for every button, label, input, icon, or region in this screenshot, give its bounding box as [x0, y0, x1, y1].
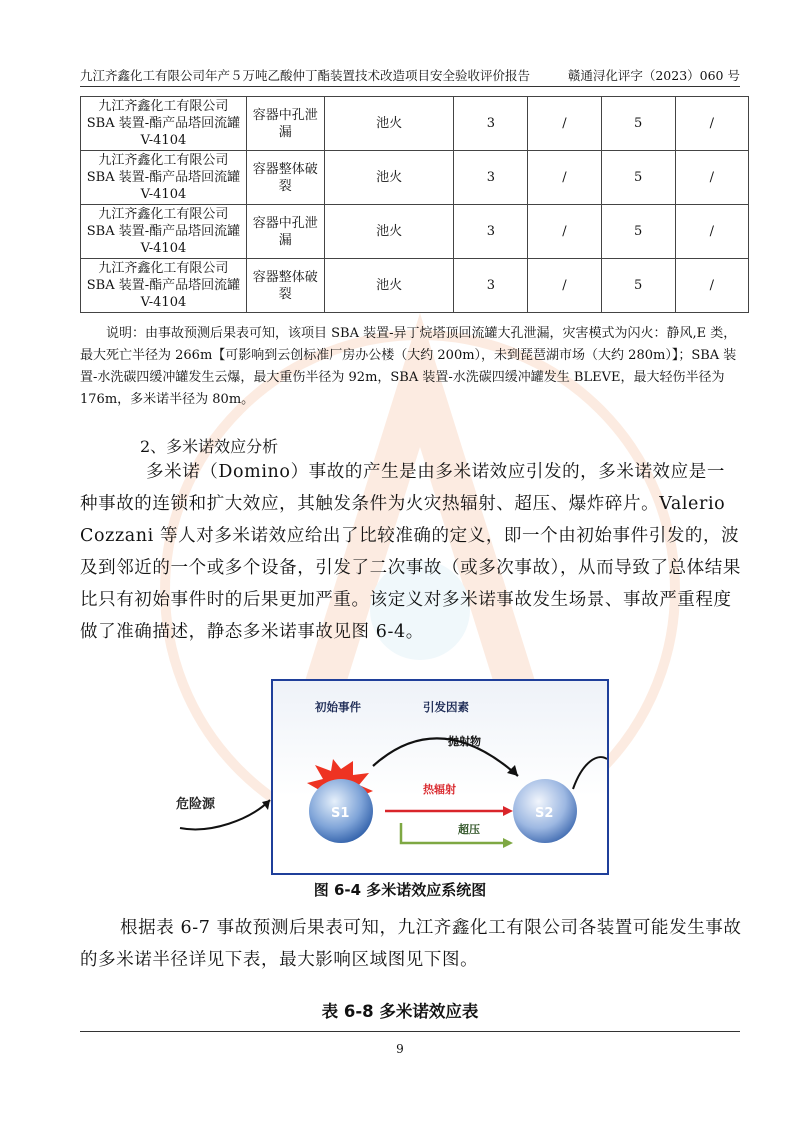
- s1-label: S1: [331, 806, 350, 821]
- cell-fire-type: [324, 151, 454, 205]
- cell-value-c: [601, 97, 675, 151]
- accident-table: [80, 96, 749, 313]
- continuation-arrow: [573, 757, 607, 789]
- table-note: 说明：由事故预测后果表可知，该项目 SBA 装置-异丁烷塔顶回流罐大孔泄漏，灾害模式为闪火：静风,E 类，最大死亡半径为 266m【可影响到云创标准厂房办公楼（大约 200m），未到琵琶湖市场（大约 280m）】；SBA 装置-水洗碳四缓冲罐发生云爆，最大重伤半径为 92m，SBA 装置-水洗碳四缓冲罐发生 BLEVE，最大轻伤半径为 176m，多米诺半径为 80m。: [80, 326, 737, 407]
- label-projectile: 抛射物: [448, 735, 481, 748]
- cell-fire-type-line: 池火: [376, 278, 403, 293]
- hazard-source-arrow: [170, 740, 280, 860]
- cell-source-line: V-4104: [140, 295, 187, 310]
- cell-value-b-line: /: [562, 224, 567, 239]
- hazard-source-label: 危险源: [176, 797, 216, 812]
- cell-value-a: [454, 97, 528, 151]
- paragraph-domino-radius: 根据表 6-7 事故预测后果表可知，九江齐鑫化工有限公司各装置可能发生事故的多米诺半径详见下表，最大影响区域图见下图。: [80, 918, 742, 970]
- cell-value-a: [454, 205, 528, 259]
- cell-source: [81, 97, 247, 151]
- cell-source-line: SBA 装置-酯产品塔回流罐: [86, 170, 241, 185]
- cell-source-line: 九江齐鑫化工有限公司: [98, 261, 229, 276]
- cell-mode: [246, 205, 324, 259]
- cell-source-line: SBA 装置-酯产品塔回流罐: [86, 224, 241, 239]
- cell-mode: [246, 259, 324, 313]
- cell-value-a: [454, 259, 528, 313]
- cell-value-a: [454, 151, 528, 205]
- cell-source-line: SBA 装置-酯产品塔回流罐: [86, 116, 241, 131]
- header-divider: [80, 86, 740, 87]
- cell-source: [81, 259, 247, 313]
- cell-value-b-line: /: [562, 278, 567, 293]
- cell-value-b-line: /: [562, 116, 567, 131]
- header-title: 九江齐鑫化工有限公司年产５万吨乙酸仲丁酯装置技术改造项目安全验收评价报告: [80, 68, 531, 83]
- cell-source-line: 九江齐鑫化工有限公司: [98, 207, 229, 222]
- label-initial-event: 初始事件: [315, 700, 361, 714]
- cell-value-c: [601, 151, 675, 205]
- cell-value-d-line: /: [709, 278, 714, 293]
- cell-fire-type-line: 池火: [376, 224, 403, 239]
- paragraph-domino-definition: 多米诺（Domino）事故的产生是由多米诺效应引发的，多米诺效应是一种事故的连锁和扩大效应，其触发条件为火灾热辐射、超压、爆炸碎片。Valerio Cozzani 等人对多米诺效应给出了比较准确的定义，即一个由初始事件引发的，波及到邻近的一个或多个设备，引发了二次事故（或多次事故），从而导致了总体结果比只有初始事件时的后果更加严重。该定义对多米诺事故发生场景、事故严重程度做了准确描述，静态多米诺事故见图 6-4。: [80, 462, 741, 642]
- cell-value-c-line: 5: [633, 278, 643, 293]
- label-heat-radiation: 热辐射: [423, 783, 456, 796]
- cell-value-d-line: /: [709, 170, 714, 185]
- cell-mode: [246, 151, 324, 205]
- cell-value-a-line: 3: [486, 170, 496, 185]
- label-overpressure: 超压: [458, 823, 480, 836]
- s2-label: S2: [535, 806, 554, 821]
- cell-value-a-line: 3: [486, 116, 496, 131]
- overpressure-arrow: [401, 823, 505, 843]
- cell-value-c: [601, 259, 675, 313]
- figure-caption: 图 6-4 多米诺效应系统图: [313, 881, 487, 899]
- cell-source-line: V-4104: [140, 187, 187, 202]
- cell-mode-line: 容器中孔泄: [252, 107, 318, 123]
- cell-value-b: [528, 205, 601, 259]
- footer-divider: [80, 1031, 740, 1032]
- cell-fire-type: [324, 205, 454, 259]
- cell-value-d: [675, 97, 748, 151]
- section-heading: 2、多米诺效应分析: [140, 437, 279, 456]
- cell-source-line: SBA 装置-酯产品塔回流罐: [86, 278, 241, 293]
- cell-value-c: [601, 205, 675, 259]
- cell-value-d-line: /: [709, 224, 714, 239]
- cell-mode-line: 漏: [278, 232, 292, 248]
- cell-mode-line: 容器中孔泄: [252, 215, 318, 231]
- cell-fire-type-line: 池火: [376, 170, 403, 185]
- cell-value-c-line: 5: [633, 224, 643, 239]
- cell-fire-type-line: 池火: [376, 116, 403, 131]
- cell-mode-line: 裂: [278, 286, 292, 302]
- cell-value-d: [675, 151, 748, 205]
- cell-value-b: [528, 259, 601, 313]
- cell-source-line: V-4104: [140, 241, 187, 256]
- header-report-no: 赣通浔化评字（2023）060 号: [567, 68, 740, 83]
- table-row: [81, 151, 749, 205]
- cell-value-d: [675, 259, 748, 313]
- cell-value-b-line: /: [562, 170, 567, 185]
- cell-source: [81, 205, 247, 259]
- cell-source-line: V-4104: [140, 133, 187, 148]
- cell-value-c-line: 5: [633, 116, 643, 131]
- table-row: [81, 205, 749, 259]
- cell-value-a-line: 3: [486, 224, 496, 239]
- cell-value-b: [528, 97, 601, 151]
- cell-mode-line: 容器整体破: [252, 269, 318, 285]
- cell-source: [81, 151, 247, 205]
- cell-fire-type: [324, 97, 454, 151]
- cell-source-line: 九江齐鑫化工有限公司: [98, 99, 229, 114]
- cell-value-b: [528, 151, 601, 205]
- cell-source-line: 九江齐鑫化工有限公司: [98, 153, 229, 168]
- table-row: [81, 97, 749, 151]
- table-row: [81, 259, 749, 313]
- domino-diagram: [271, 679, 609, 875]
- page-header: [80, 66, 740, 84]
- table-title: 表 6-8 多米诺效应表: [321, 1002, 479, 1021]
- cell-value-d-line: /: [709, 116, 714, 131]
- label-trigger-factor: 引发因素: [423, 700, 469, 714]
- cell-value-d: [675, 205, 748, 259]
- cell-value-a-line: 3: [486, 278, 496, 293]
- page-number: 9: [396, 1042, 404, 1056]
- cell-mode: [246, 97, 324, 151]
- cell-mode-line: 容器整体破: [252, 161, 318, 177]
- cell-mode-line: 裂: [278, 178, 292, 194]
- cell-value-c-line: 5: [633, 170, 643, 185]
- projectile-arrow: [373, 738, 518, 776]
- cell-fire-type: [324, 259, 454, 313]
- cell-mode-line: 漏: [278, 124, 292, 140]
